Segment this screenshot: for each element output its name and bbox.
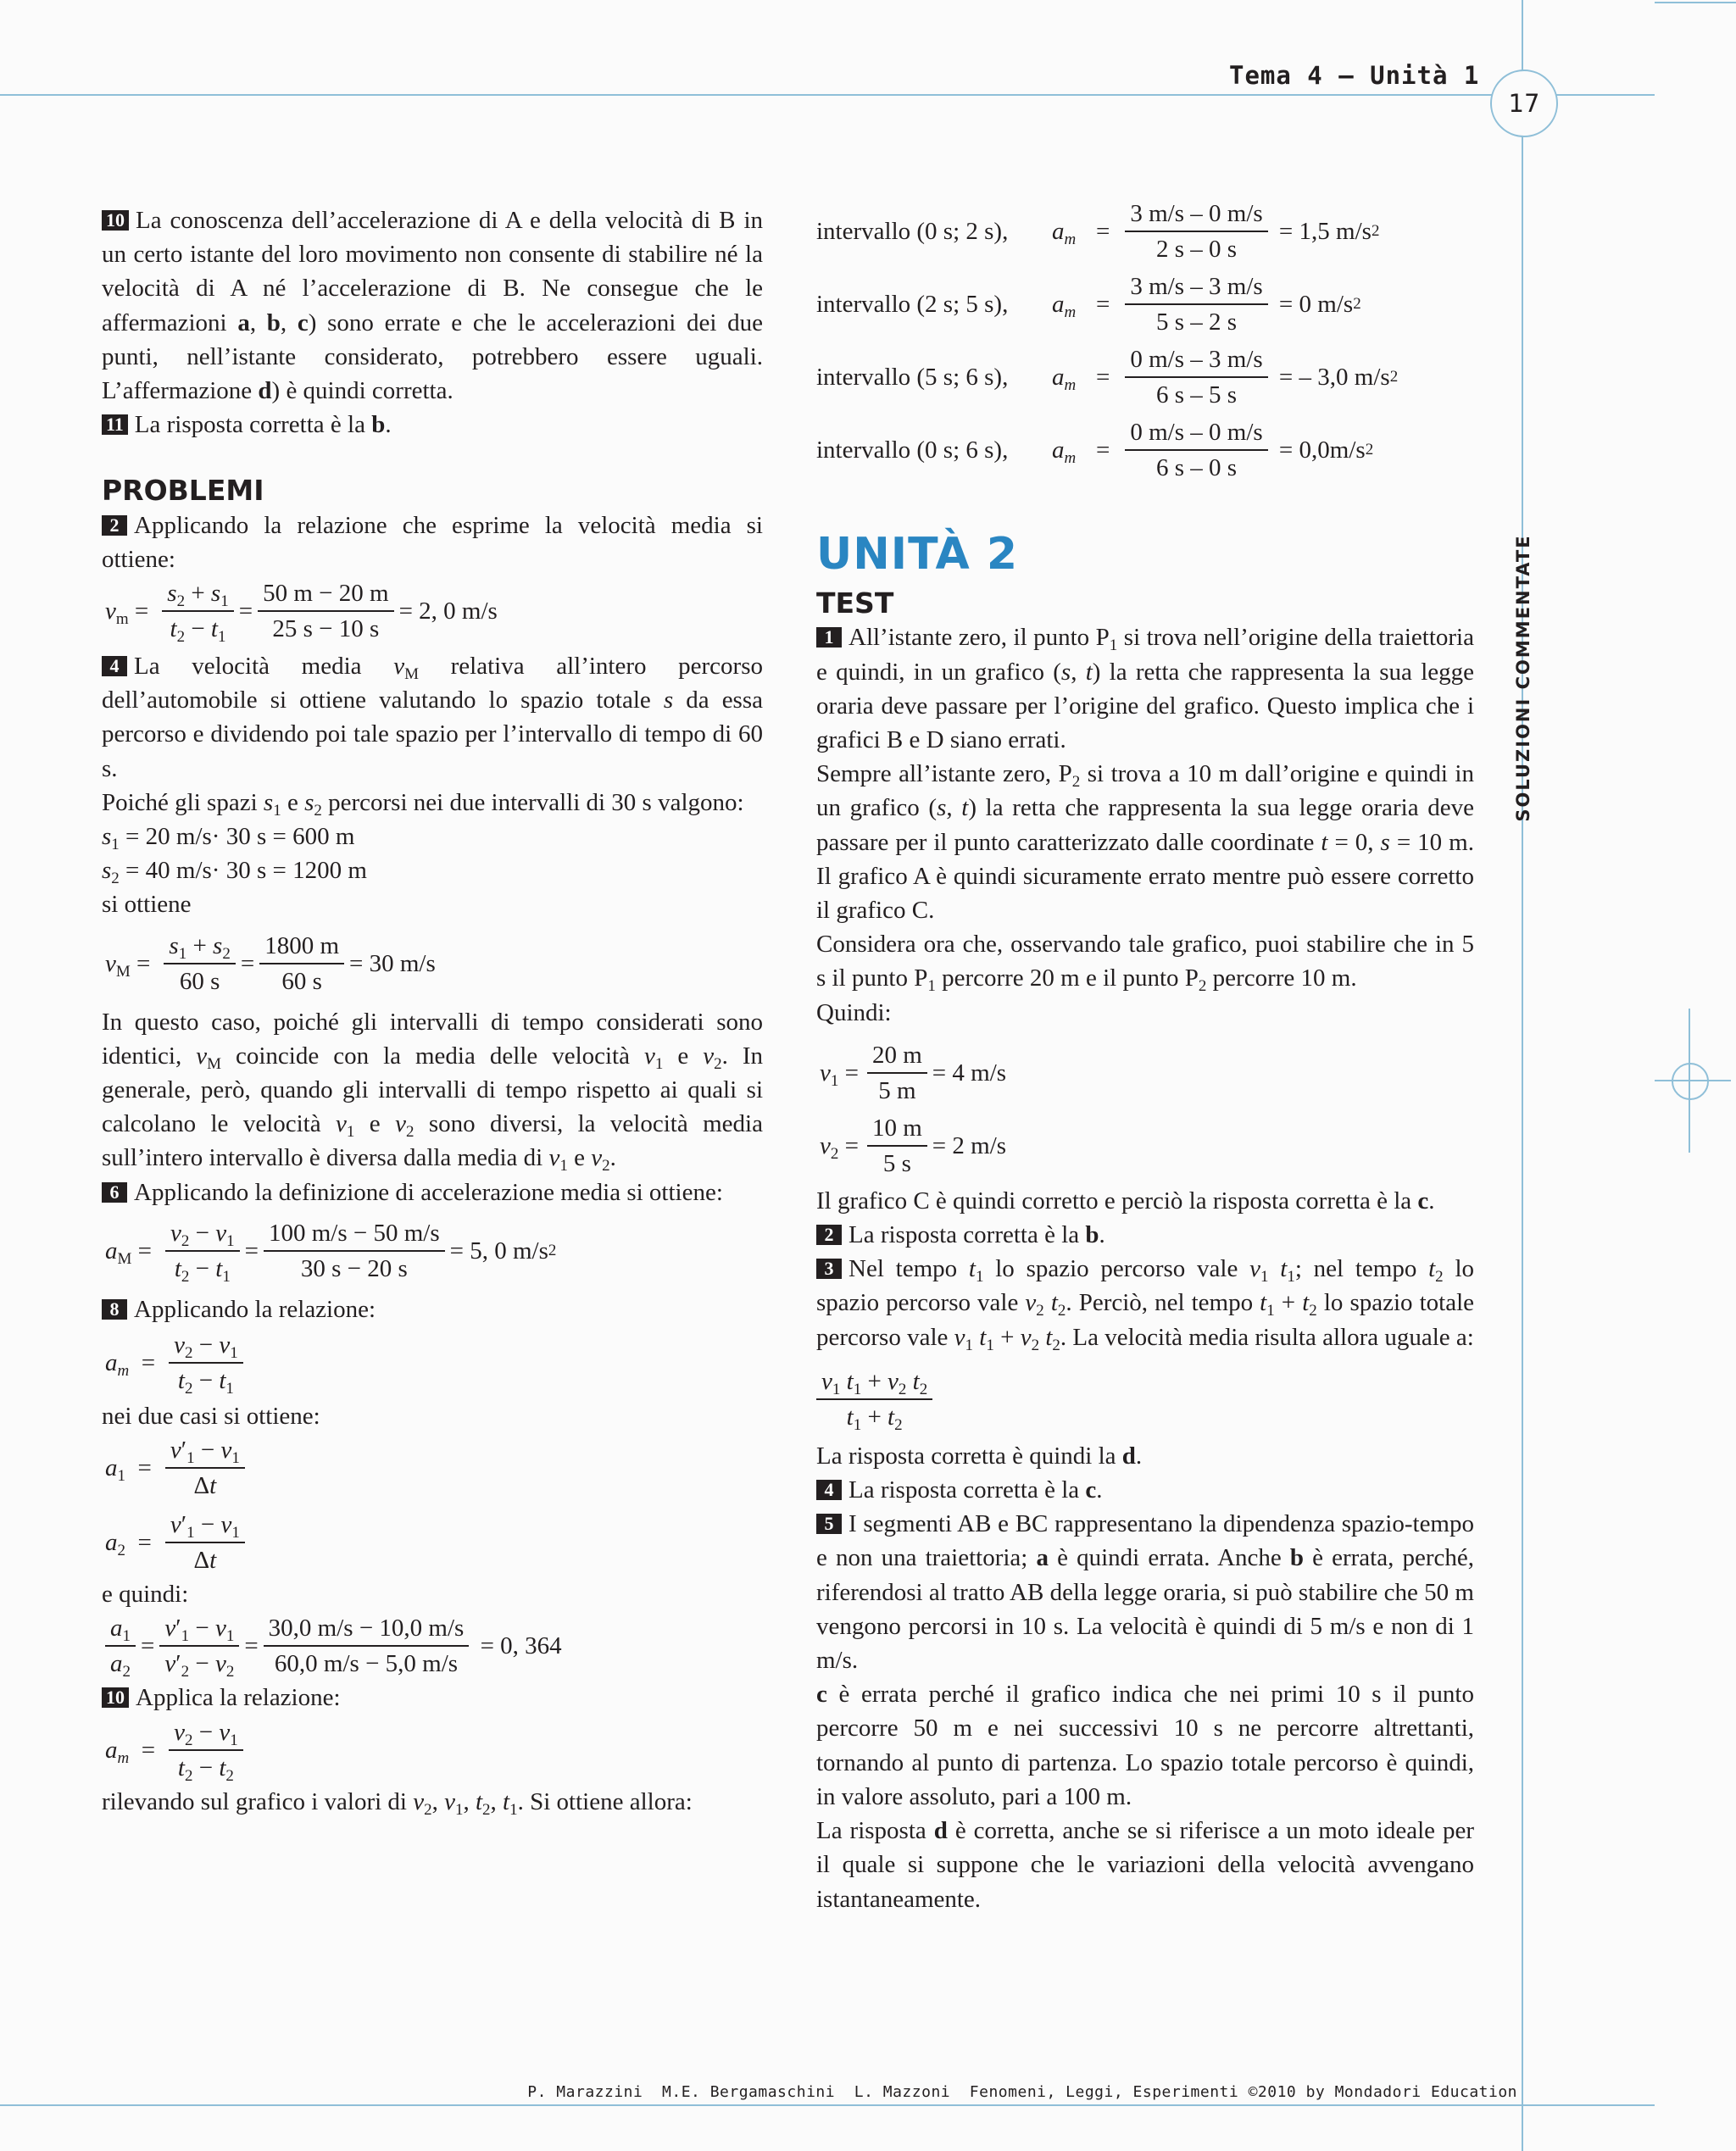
unit-heading: UNITÀ 2 — [816, 529, 1019, 580]
item-number: 6 — [102, 1182, 127, 1203]
item-number: 4 — [816, 1480, 842, 1500]
acceleration-intervals — [816, 195, 1474, 486]
item-number: 5 — [816, 1514, 842, 1534]
formula-am-2: $a_m$ = $\frac{v_2 - v_1}{t_2 - t_2}$ — [105, 1715, 763, 1785]
test-4: 4 La risposta corretta è la c. — [816, 1473, 1474, 1507]
test-5: 5 I segmenti AB e BC rappresentano la dipendenza spazio-tempo e non una traiettoria; a è quindi errata. Anche b è errata, perché, riferendosi al tratto AB della legge oraria, si può stabilire che 50 m vengono percorsi in 10 s. La velocità è quindi di 5 m/s e non di 1 m/s. — [816, 1510, 1474, 1675]
answer-11: 11 La risposta corretta è la b. — [102, 408, 763, 442]
footer-rule — [0, 2104, 1655, 2106]
problem-2: 2 Applicando la relazione che esprime la velocità media si ottiene: — [102, 511, 763, 573]
item-number: 2 — [816, 1225, 842, 1245]
side-label: SOLUZIONI COMMENTATE — [1513, 534, 1533, 822]
item-number: 2 — [102, 515, 127, 536]
problem-4: 4 La velocità media $v_M$ relativa all’intero percorso dell’automobile si ottiene valutando lo spazio totale s da essa percorso e dividendo poi tale spazio per l’intervallo di tempo di 60 s. — [102, 653, 764, 782]
interval-row: intervallo (0 s; 6 s), $a_m$ = $\frac{0 m/s - 0 m/s}{6 s - 0 s}$ = 0,0m/s 2 — [816, 414, 1474, 486]
problemi-heading: PROBLEMI — [102, 474, 264, 508]
problem-8: 8 Applicando la relazione: — [102, 1292, 763, 1326]
problem-6: 6 Applicando la definizione di accelerazione media si ottiene: — [102, 1176, 763, 1209]
formula-a2: $a_2$ = $\frac{v'_1 - v_1}{\Delta t}$ — [105, 1508, 763, 1577]
test-3: 3 Nel tempo $t_1$ lo spazio percorso vale $v_1$ $t_1$; nel tempo $t_2$ lo spazio percorso vale $v_2$ $t_2$. Perciò, nel tempo $t_1 + t_2$ lo spazio totale percorso vale $v_1$ $t_1 + v_2$ $t_2$. La velocità media risulta allora uguale a: — [816, 1255, 1475, 1354]
header-title: Tema 4 – Unità 1 — [1229, 61, 1480, 90]
page-number-circle — [1490, 69, 1558, 137]
formula-v1: $v_1$ = $\frac{20 m}{5 m}$ = 4 m/s — [820, 1038, 1474, 1108]
answer-10: 10 La conoscenza dell’accelerazione di A e della velocità di B in un certo istante del loro movimento non consente di stabilire né la velocità di A né l’accelerazione di B. Ne consegue che le affermazioni a, b, c) sono errate e che le accelerazioni dei due punti, nell’istante considerato, potrebbero essere uguali. L’affermazione d) è quindi corretta. — [102, 207, 764, 405]
header-rule — [0, 94, 1655, 96]
right-column: intervallo (0 s; 2 s), $a_m$ = $\frac{3 m/s - 0 m/s}{2 s - 0 s}$ = 1,5 m/s 2 intervallo (2 s; 5 s), $a_m$ = $\frac{3 m/s - 3 m/s}{5 s - 2 s}$ = 0 m/s 2 intervallo (5 s; 6 s), $a_m$ = $\frac{0 m/s - 3 m/s}{6 s - 5 s}$ = – 3,0 m/s 2 intervallo (0 s; 6 s), $a_m$ = $\frac{0 m/s - 0 m/s}{6 s - 0 s}$ = 0,0m/s 2 UNITÀ 2 TEST 1 All’istante zero, il punto $P_1$ si trova nell’origine della traiettoria e quindi, in un grafico (s, t) la retta che rappresenta la sua legge oraria deve passare per l’origine del grafico. Questo implica che i grafici B e D siano errati. Sempre all’istante zero, $P_2$ si trova a 10 m dall’origine e quindi in un grafico (s, t) la retta che rappresenta la sua legge oraria deve passare per il punto caratterizzato dalle coordinate t = 0, s = 10 m. Il grafico A è quindi sicuramente errato mentre può essere corretto il grafico C. Considera ora che, osservando tale grafico, puoi stabilire che in 5 s il punto $P_1$ percorre 20 m e il punto $P_2$ percorre 10 m. Quindi: $v_1$ = $\frac{20 m}{5 m}$ = 4 m/s $v_2$ = $\frac{10 m}{5 s}$ = 2 m/s Il grafico C è quindi corretto e perciò la risposta corretta è la c. 2 La risposta corretta è la b. 3 Nel tempo $t_1$ lo spazio percorso vale $v_1$ $t_1$; nel tempo $t_2$ lo spazio percorso vale $v_2$ $t_2$. Perciò, nel tempo $t_1 + t_2$ lo spazio totale percorso vale $v_1$ $t_1 + v_2$ $t_2$. La velocità media risulta allora uguale a: $\frac{v_1 t_1 + v_2 t_2}{t_1 + t_2}$ La risposta corretta è quindi la d. 4 La risposta corretta è la c. 5 I segmenti AB e BC rappresentano la dipendenza spazio-tempo e non una traiettoria; a è quindi errata. Anche b è errata, perché, riferendosi al tratto AB della legge oraria, si può stabilire che 50 m vengono percorsi in 10 s. La velocità è quindi di 5 m/s e non di 1 m/s. c è errata perché il grafico indica che nei primi 10 s il punto percorre 50 m e nei successivi 10 s ne percorre altrettanti, tornando al punto di partenza. Lo spazio totale percorso è quindi, in valore assoluto, pari a 100 m. La risposta d è corretta, anche se si riferisce a un moto ideale per il quale si suppone che le variazioni della velocità avvengano istantaneamente. — [816, 195, 1474, 1916]
page-number: 17 — [1508, 89, 1540, 118]
interval-row: intervallo (2 s; 5 s), $a_m$ = $\frac{3 m/s - 3 m/s}{5 s - 2 s}$ = 0 m/s 2 — [816, 268, 1474, 341]
item-number: 3 — [816, 1259, 842, 1279]
formula-vM: $v_M$ = $\frac{s_1 + s_2}{60 s}$ = $\frac{1800 m}{60 s}$ = 30 m/s — [105, 929, 763, 998]
registration-mark — [1655, 1009, 1731, 1153]
item-number: 8 — [102, 1299, 127, 1320]
formula-vm: $v_m$ = $\frac{s_2 + s_1}{t_2 - t_1}$ = $\frac{50 m - 20 m}{25 s - 10 s}$ = 2, 0 m/s — [105, 576, 763, 646]
footer-credit: P. Marazzini M.E. Bergamaschini L. Mazzoni Fenomeni, Leggi, Esperimenti ©2010 by Mondadori Education — [527, 2083, 1517, 2101]
formula-a1: $a_1$ = $\frac{v'_1 - v_1}{\Delta t}$ — [105, 1433, 763, 1503]
item-number: 10 — [102, 1687, 129, 1708]
item-number: 4 — [102, 656, 127, 676]
test-heading: TEST — [816, 586, 894, 620]
interval-row: intervallo (5 s; 6 s), $a_m$ = $\frac{0 m/s - 3 m/s}{6 s - 5 s}$ = – 3,0 m/s 2 — [816, 341, 1474, 414]
margin-rule — [1522, 0, 1523, 2151]
formula-am: $a_m$ = $\frac{v_2 - v_1}{t_2 - t_1}$ — [105, 1328, 763, 1398]
formula-v2: $v_2$ = $\frac{10 m}{5 s}$ = 2 m/s — [820, 1111, 1474, 1181]
test-2: 2 La risposta corretta è la b. — [816, 1218, 1474, 1252]
formula-mean-velocity: $\frac{v_1 t_1 + v_2 t_2}{t_1 + t_2}$ — [816, 1365, 1474, 1434]
interval-row: intervallo (0 s; 2 s), $a_m$ = $\frac{3 m/s - 0 m/s}{2 s - 0 s}$ = 1,5 m/s 2 — [816, 195, 1474, 268]
problem-10: 10 Applica la relazione: — [102, 1681, 763, 1715]
formula-ratio: $\frac{a_1}{a_2}$ = $\frac{v'_1 - v_1}{v'_2 - v_2}$ = $\frac{30,0 m/s - 10,0 m/s}{60,0 m/s - 5,0 m/s}$ = 0, 364 — [105, 1611, 763, 1681]
item-number: 11 — [102, 414, 128, 435]
item-number: 1 — [816, 627, 842, 648]
formula-aM: $a_M$ = $\frac{v_2 - v_1}{t_2 - t_1}$ = $\frac{100 m/s - 50 m/s}{30 s - 20 s}$ = 5, 0 m/s 2 — [105, 1216, 763, 1286]
left-column: 10 La conoscenza dell’accelerazione di A e della velocità di B in un certo istante del loro movimento non consente di stabilire né la velocità di A né l’accelerazione di B. Ne consegue che le affermazioni a, b, c) sono errate e che le accelerazioni dei due punti, nell’istante considerato, potrebbero essere uguali. L’affermazione d) è quindi corretta. 11 La risposta corretta è la b. PROBLEMI 2 Applicando la relazione che esprime la velocità media si ottiene: $v_m$ = $\frac{s_2 + s_1}{t_2 - t_1}$ = $\frac{50 m - 20 m}{25 s - 10 s}$ = 2, 0 m/s 4 La velocità media $v_M$ relativa all’intero percorso dell’automobile si ottiene valutando lo spazio totale s da essa percorso e dividendo poi tale spazio per l’intervallo di tempo di 60 s. Poiché gli spazi $s_1$ e $s_2$ percorsi nei due intervalli di 30 s valgono: $s_1 = 20$ m/s· 30 s = 600 m $s_2 = 40$ m/s· 30 s = 1200 m si ottiene $v_M$ = $\frac{s_1 + s_2}{60 s}$ = $\frac{1800 m}{60 s}$ = 30 m/s In questo caso, poiché gli intervalli di tempo considerati sono identici, $v_M$ coincide con la media delle velocità $v_1$ e $v_2$. In generale, però, quando gli intervalli di tempo rispetto ai quali si calcolano le velocità $v_1$ e $v_2$ sono diversi, la velocità media sull’intero intervallo è diversa dalla media di $v_1$ e $v_2$. 6 Applicando la definizione di accelerazione media si ottiene: $a_M$ = $\frac{v_2 - v_1}{t_2 - t_1}$ = $\frac{100 m/s - 50 m/s}{30 s - 20 s}$ = 5, 0 m/s 2 8 Applicando la relazione: $a_m$ = $\frac{v_2 - v_1}{t_2 - t_1}$ nei due casi si ottiene: $a_1$ = $\frac{v'_1 - v_1}{\Delta t}$ $a_2$ = $\frac{v'_1 - v_1}{\Delta t}$ e quindi: $\frac{a_1}{a_2}$ = $\frac{v'_1 - v_1}{v'_2 - v_2}$ = $\frac{30,0 m/s - 10,0 m/s}{60,0 m/s - 5,0 m/s}$ = 0, 364 10 Applica la relazione: $a_m$ = $\frac{v_2 - v_1}{t_2 - t_2}$ rilevando sul grafico i valori di $v_2$, $v_1$, $t_2$, $t_1$. Si ottiene allora: — [102, 203, 763, 1819]
item-number: 10 — [102, 210, 129, 231]
header-rule-top-right — [1655, 2, 1736, 3]
test-1: 1 All’istante zero, il punto $P_1$ si trova nell’origine della traiettoria e quindi, in un grafico (s, t) la retta che rappresenta la sua legge oraria deve passare per l’origine del grafico. Questo implica che i grafici B e D siano errati. — [816, 624, 1474, 754]
